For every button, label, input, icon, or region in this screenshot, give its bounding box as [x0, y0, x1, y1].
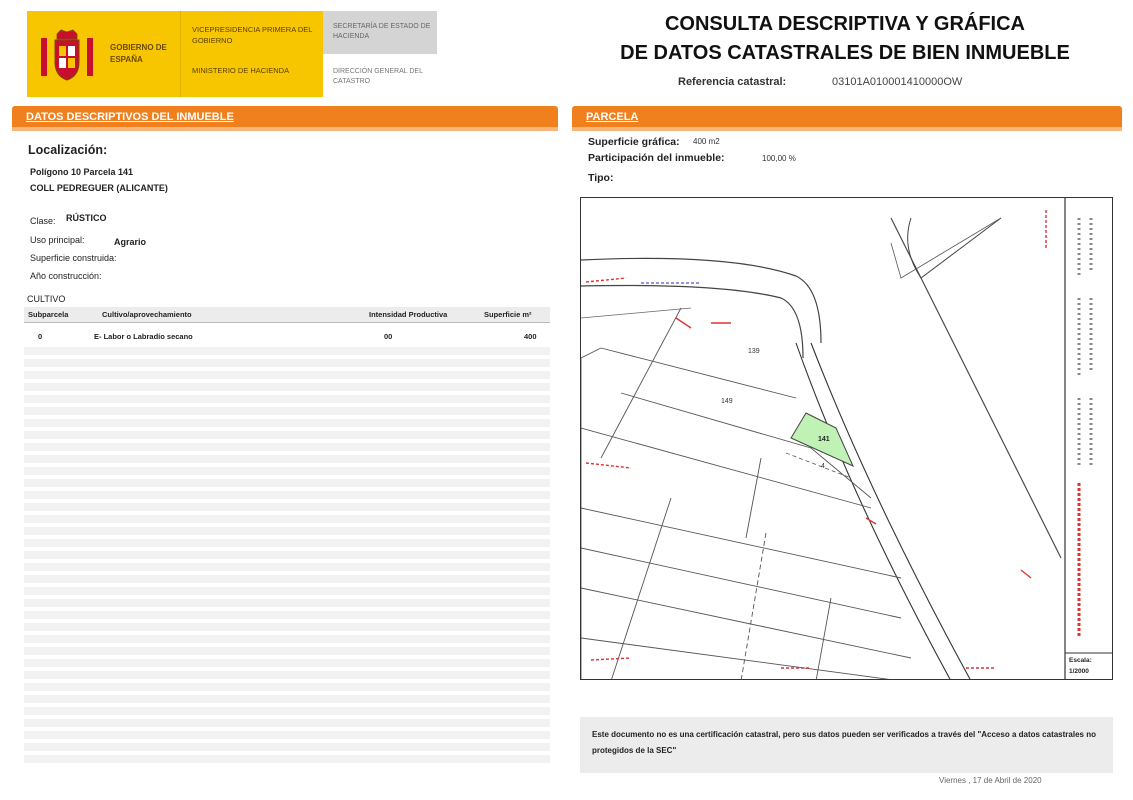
graphic-area-label: Superficie gráfica:: [588, 136, 680, 148]
scale-value: 1/2000: [1069, 668, 1089, 675]
coat-of-arms-icon: [37, 26, 97, 86]
page-title: [600, 10, 1090, 68]
location-line-1: Polígono 10 Parcela 141: [30, 167, 134, 177]
class-value: RÚSTICO: [66, 213, 107, 223]
vice-presidency-label: VICEPRESIDENCIA PRIMERA DEL GOBIERNO: [192, 25, 313, 45]
title-line-1: CONSULTA DESCRIPTIVA Y GRÁFICA: [664, 13, 1026, 35]
crop-table: [24, 307, 550, 767]
participation-label: Participación del inmueble:: [588, 152, 725, 164]
descriptive-data-bar: DATOS DESCRIPTIVOS DEL INMUEBLE: [12, 106, 558, 127]
type-label: Tipo:: [588, 172, 614, 184]
cell-area: 400: [524, 332, 537, 341]
main-use-label: Uso principal:: [30, 235, 85, 245]
cell-intensity: 00: [384, 332, 393, 341]
empty-table-rows: [24, 347, 550, 767]
disclaimer-notice: Este documento no es una certificación catastral, pero sus datos pueden ser verificados a través del "Acceso a datos catastrales no protegidos de la SEC": [580, 717, 1113, 773]
col-header-crop: Cultivo/aprovechamiento: [102, 310, 192, 319]
parcel-label-141: 141: [818, 436, 830, 443]
parcel-label-4: 4: [821, 463, 825, 470]
built-area-label: Superficie construida:: [30, 253, 117, 263]
direction-label: DIRECCIÓN GENERAL DEL CATASTRO: [333, 68, 423, 85]
ministry-label: MINISTERIO DE HACIENDA: [192, 66, 290, 75]
table-row: [24, 330, 550, 344]
table-header-row: [24, 307, 550, 323]
cadastral-ref-value: 03101A010001410000OW: [832, 76, 963, 88]
scale-label: Escala:: [1069, 657, 1092, 664]
build-year-label: Año construcción:: [30, 271, 102, 281]
crop-section-label: CULTIVO: [27, 294, 66, 304]
parcel-label-139: 139: [748, 348, 760, 355]
location-line-2: COLL PEDREGUER (ALICANTE): [30, 183, 168, 193]
col-header-area: Superficie m²: [484, 310, 532, 319]
graphic-area-value: 400 m2: [693, 137, 720, 146]
cell-crop: E- Labor o Labradío secano: [94, 332, 193, 341]
title-line-2: DE DATOS CATASTRALES DE BIEN INMUEBLE: [620, 42, 1070, 64]
parcel-bar: PARCELA: [572, 106, 1122, 127]
logo-divider: [180, 11, 181, 97]
class-label: Clase:: [30, 216, 56, 226]
secretary-label: SECRETARÍA DE ESTADO DE HACIENDA: [333, 23, 431, 40]
cadastral-ref-label: Referencia catastral:: [678, 76, 787, 88]
parcel-label-149: 149: [721, 398, 733, 405]
location-label: Localización:: [28, 143, 108, 157]
col-header-intensity: Intensidad Productiva: [369, 310, 448, 319]
footer-date: Viernes , 17 de Abril de 2020: [939, 776, 1042, 785]
cell-subparcel: 0: [38, 332, 43, 341]
gov-label: GOBIERNO DE ESPAÑA: [110, 43, 167, 64]
cadastral-map[interactable]: [580, 197, 1113, 680]
participation-value: 100,00 %: [762, 154, 796, 163]
bar-underline: [12, 127, 558, 131]
map-drawing: [581, 198, 1113, 680]
bar-underline: [572, 127, 1122, 131]
main-use-value: Agrario: [114, 237, 147, 247]
col-header-subparcel: Subparcela: [28, 310, 69, 319]
